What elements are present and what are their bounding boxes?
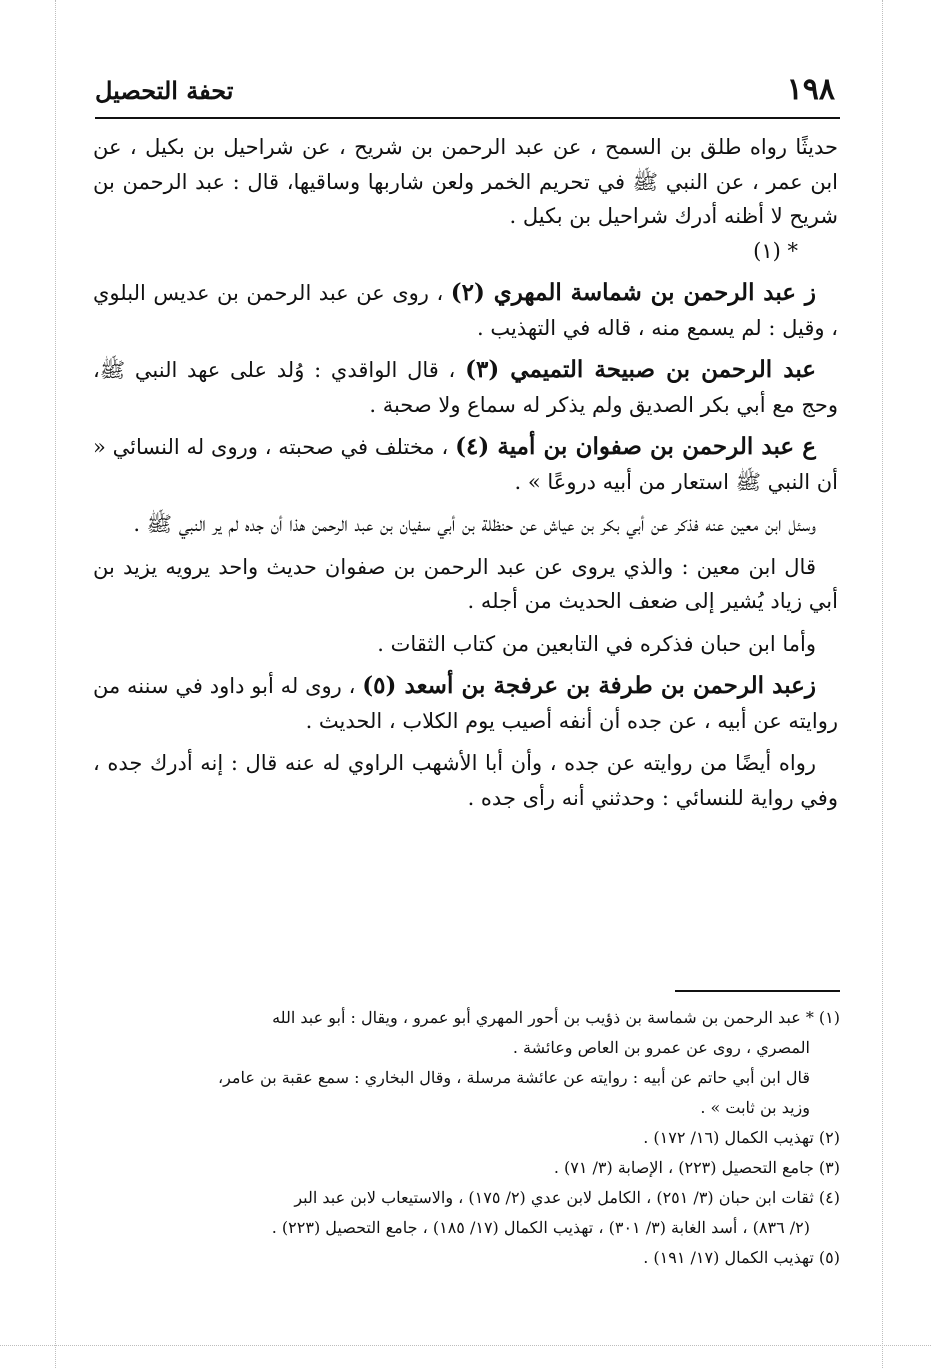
entry-text: ، قال الواقدي : وُلد على عهد النبي ﷺ، وحج مع أبي بكر الصديق ولم يذكر له سماع ولا صحبة . xyxy=(93,358,838,417)
footnotes xyxy=(95,1003,840,1273)
header-rule xyxy=(95,117,840,119)
entry-heading: ز عبد الرحمن بن شماسة المهري (٢) xyxy=(450,279,816,306)
footnote-line: (٢/ ٨٣٦) ، أسد الغابة (٣/ ٣٠١) ، تهذيب الكمال (١٧/ ١٨٥) ، جامع التحصيل (٢٢٣) . xyxy=(271,1218,810,1237)
paragraph-1-note: * (١) xyxy=(753,238,798,263)
entry-ibn-shamasa xyxy=(93,276,838,345)
entry-text: ، روى له أبو داود في سننه من روايته عن أبيه ، عن جده أن أنفه أصيب يوم الكلاب ، الحديث . xyxy=(93,674,838,733)
entry-heading: عبد الرحمن بن صبيحة التميمي (٣) xyxy=(465,356,816,383)
footnote-line: (٤) ثقات ابن حبان (٣/ ٢٥١) ، الكامل لابن عدي (٢/ ١٧٥) ، والاستيعاب لابن عبد البر xyxy=(294,1188,840,1207)
footnote-4 xyxy=(95,1183,840,1243)
scan-guide-bottom xyxy=(0,1345,931,1346)
paragraph-ibn-hibban: وأما ابن حبان فذكره في التابعين من كتاب الثقات . xyxy=(377,631,816,656)
entry-text: ، مختلف في صحبته ، وروى له النسائي « أن النبي ﷺ استعار من أبيه دروعًا » . xyxy=(93,435,838,494)
footnote-5: (٥) تهذيب الكمال (١٧/ ١٩١) . xyxy=(643,1248,840,1267)
paragraph-ibn-main-saying: قال ابن معين : والذي يروى عن عبد الرحمن بن صفوان حديث واحد يرويه يزيد بن أبي زياد يُشير إلى ضعف الحديث من أجله . xyxy=(93,554,838,613)
footnote-line: قال ابن أبي حاتم عن أبيه : روايته عن عائشة مرسلة ، وقال البخاري : سمع عقبة بن عامر، xyxy=(217,1068,810,1087)
entry-ibn-tarafa xyxy=(93,669,838,738)
page-header xyxy=(95,72,835,112)
scan-guide-left xyxy=(55,0,56,1368)
paragraph-ibn-main-question: وسئل ابن معين عنه فذكر عن أبي بكر بن عياش عن حنظلة بن أبي سفيان بن عبد الرحمن هذا أن جده لم ير النبي ﷺ . xyxy=(133,512,816,536)
book-title: تحفة التحصيل xyxy=(95,76,234,105)
footnote-rule xyxy=(675,990,840,992)
main-text xyxy=(93,130,838,823)
entry-text: ، روى عن عبد الرحمن بن عديس البلوي ، وقيل : لم يسمع منه ، قاله في التهذيب . xyxy=(93,281,838,340)
footnote-3: (٣) جامع التحصيل (٢٢٣) ، الإصابة (٣/ ٧١) . xyxy=(553,1158,840,1177)
footnote-line: المصري ، روى عن عمرو بن العاص وعائشة . xyxy=(512,1038,810,1057)
footnote-2: (٢) تهذيب الكمال (١٦/ ١٧٢) . xyxy=(643,1128,840,1147)
page-number: ١٩٨ xyxy=(786,72,835,107)
entry-ibn-safwan xyxy=(93,430,838,499)
entry-heading: ع عبد الرحمن بن صفوان بن أمية (٤) xyxy=(455,433,816,460)
footnote-1 xyxy=(95,1003,840,1123)
footnote-line: (١) * عبد الرحمن بن شماسة بن ذؤيب بن أحور المهري أبو عمرو ، ويقال : أبو عبد الله xyxy=(272,1008,840,1027)
scan-guide-right xyxy=(882,0,883,1368)
paragraph-1 xyxy=(93,130,838,268)
entry-heading: زعبد الرحمن بن طرفة بن عرفجة بن أسعد (٥) xyxy=(362,672,816,699)
paragraph-narration: رواه أيضًا من روايته عن جده ، وأن أبا الأشهب الراوي له عنه قال : إنه أدرك جده ، وفي رواية للنسائي : وحدثني أنه رأى جده . xyxy=(93,751,838,810)
paragraph-1-text: حديثًا رواه طلق بن السمح ، عن عبد الرحمن بن شريح ، عن شراحيل بن بكيل ، عن ابن عمر ، عن النبي ﷺ في تحريم الخمر ولعن شاربها وساقيها، قال : عبد الرحمن بن شريح لا أظنه أدرك شراحيل بن بكيل . xyxy=(93,135,838,228)
entry-ibn-subayha xyxy=(93,353,838,422)
footnote-line: وزيد بن ثابت » . xyxy=(700,1098,810,1117)
